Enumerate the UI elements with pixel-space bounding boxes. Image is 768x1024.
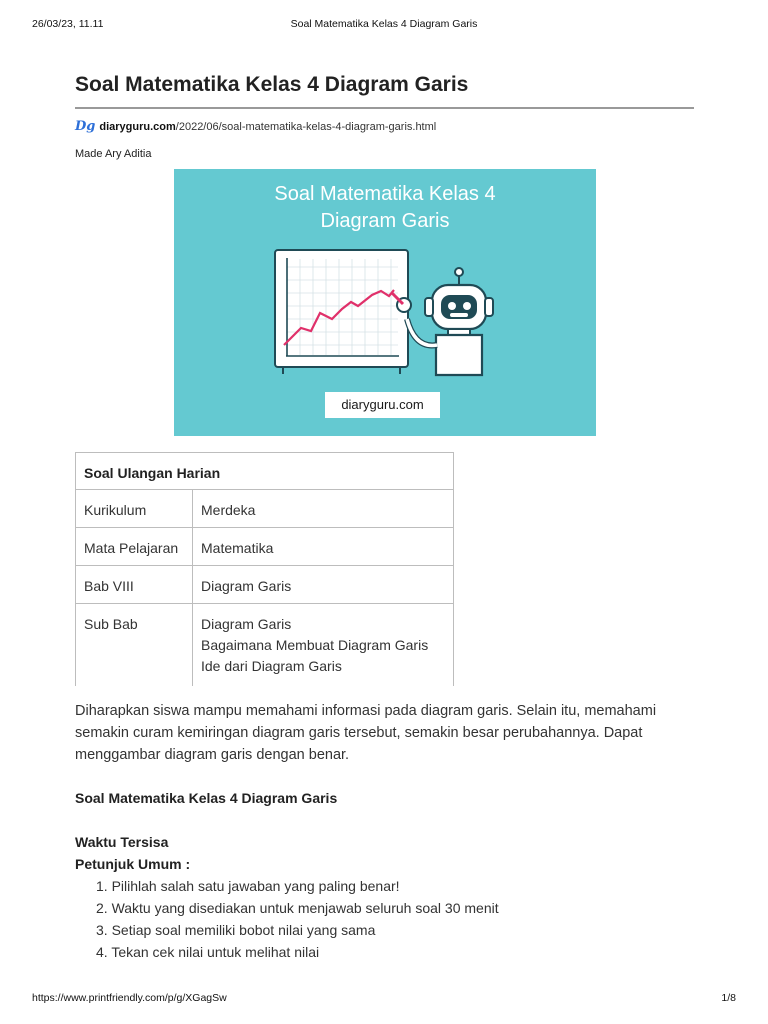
section-heading: Soal Matematika Kelas 4 Diagram Garis — [75, 790, 338, 806]
article — [75, 68, 694, 960]
table-cell-line: Bagaimana Membuat Diagram Garis — [201, 637, 429, 653]
source-path: /2022/06/soal-matematika-kelas-4-diagram-garis.html — [175, 121, 437, 133]
table-cell-value — [193, 604, 454, 686]
table-cell-key: Mata Pelajaran — [76, 528, 193, 566]
table-cell-value: Merdeka — [193, 490, 454, 528]
table-row — [76, 490, 454, 528]
info-table-header: Soal Ulangan Harian — [76, 453, 454, 490]
author-name: Made Ary Aditia — [75, 148, 152, 160]
time-remaining-label: Waktu Tersisa — [75, 834, 169, 850]
intro-paragraph: Diharapkan siswa mampu memahami informasi pada diagram garis. Selain itu, memahami semakin curam kemiringan diagram garis tersebut, semakin besar perubahannya. Dapat menggambar diagram garis dengan benar. — [75, 703, 657, 763]
diaryguru-logo-icon: Dg — [75, 119, 96, 134]
title-divider — [75, 107, 694, 109]
instructions-list — [75, 875, 499, 963]
list-item: 1. Pilihlah salah satu jawaban yang paling benar! — [96, 878, 400, 894]
instructions-heading: Petunjuk Umum : — [75, 856, 191, 872]
table-cell-line: Ide dari Diagram Garis — [201, 658, 342, 674]
table-cell-value: Matematika — [193, 528, 454, 566]
source-link[interactable] — [99, 119, 436, 135]
print-footer — [32, 992, 736, 1006]
article-title: Soal Matematika Kelas 4 Diagram Garis — [75, 73, 469, 96]
table-row — [76, 566, 454, 604]
table-row — [76, 528, 454, 566]
list-item: 2. Waktu yang disediakan untuk menjawab seluruh soal 30 menit — [96, 900, 499, 916]
source-line — [75, 119, 694, 135]
page-number: 1/8 — [721, 992, 736, 1004]
whiteboard-graphic — [275, 250, 408, 374]
list-item: 3. Setiap soal memiliki bobot nilai yang sama — [96, 922, 376, 938]
hero-title-line1: Soal Matematika Kelas 4 — [274, 183, 496, 205]
print-header — [32, 18, 736, 32]
table-cell-line: Diagram Garis — [201, 616, 292, 632]
table-cell-key: Sub Bab — [76, 604, 193, 686]
table-cell-key: Bab VIII — [76, 566, 193, 604]
hero-title-line2: Diagram Garis — [320, 210, 450, 232]
info-table — [75, 452, 454, 686]
hero-badge: diaryguru.com — [325, 392, 440, 418]
table-cell-key: Kurikulum — [76, 490, 193, 528]
table-row — [76, 604, 454, 686]
print-doc-title: Soal Matematika Kelas 4 Diagram Garis — [290, 18, 478, 30]
list-item: 4. Tekan cek nilai untuk melihat nilai — [96, 944, 320, 960]
print-date: 26/03/23, 11.11 — [32, 18, 104, 30]
hero-image — [174, 169, 596, 436]
print-url: https://www.printfriendly.com/p/g/XGagSw — [32, 992, 227, 1004]
source-domain: diaryguru.com — [99, 121, 176, 133]
table-cell-value: Diagram Garis — [193, 566, 454, 604]
